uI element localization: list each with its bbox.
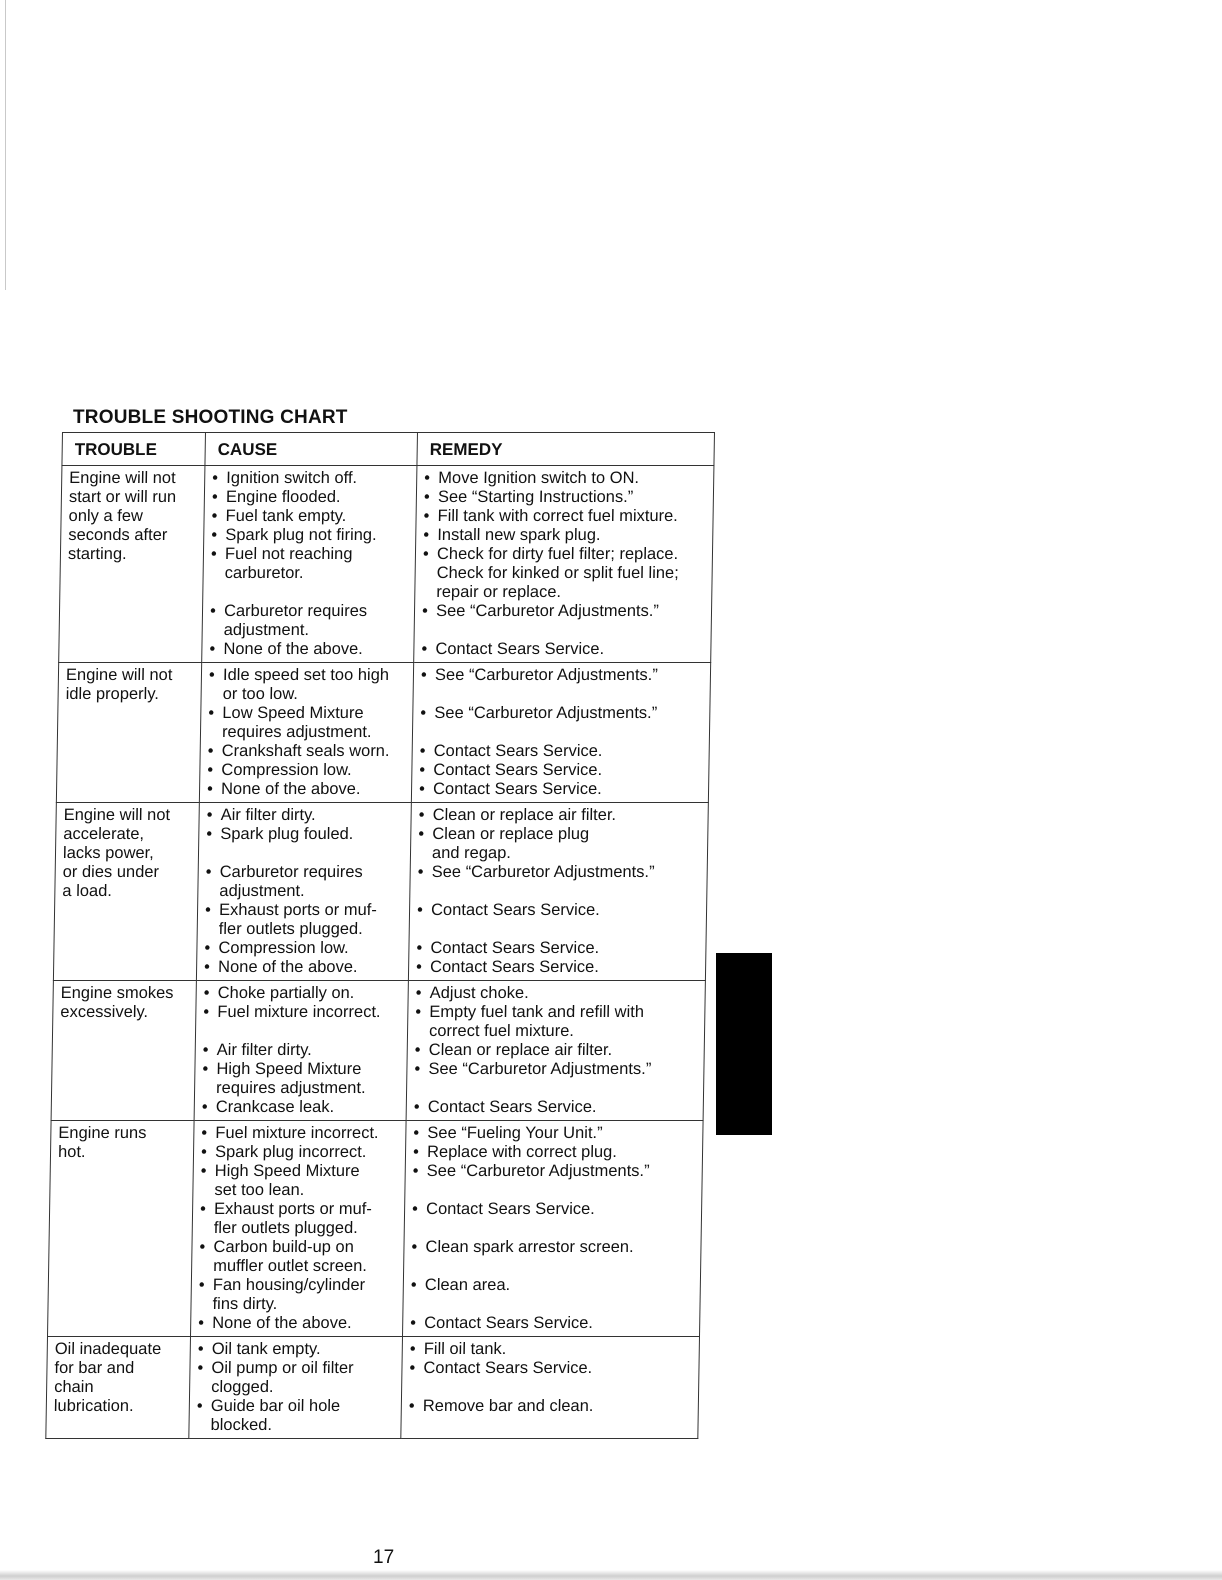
cause-item [202,1060,403,1098]
remedy-text: Replace with correct plug. [426,1143,618,1161]
scan-bottom-edge [0,1570,1222,1580]
remedy-item [414,1098,699,1117]
trouble-text-line: hot. [57,1143,86,1161]
cause-item [205,863,406,901]
bullet-marker: • [202,1060,209,1078]
bullet-marker: • [211,526,218,544]
cause-text: Spark plug incorrect. [214,1143,367,1161]
section-thumb-tab [716,953,772,1135]
bullet-marker: • [411,1200,419,1218]
trouble-cell [48,1121,195,1337]
bullet-marker: • [209,640,216,658]
cause-text: Low Speed Mixture requires adjustment. [221,704,372,741]
bullet-marker: • [197,1359,204,1377]
remedy-item [413,1162,698,1181]
cause-text: Guide bar oil hole blocked. [210,1397,341,1434]
bullet-marker: • [414,1041,421,1059]
bullet-marker: • [200,1162,207,1180]
remedy-item [417,901,702,920]
trouble-cell [46,1337,191,1439]
bullet-marker: • [207,761,214,779]
cause-text: Engine flooded. [225,488,341,506]
remedy-item [416,984,701,1003]
remedy-cell [411,663,710,803]
remedy-cell [414,466,714,663]
remedy-item [416,958,701,977]
remedy-item [424,469,709,488]
bullet-marker: • [211,507,218,525]
scan-margin-line [5,0,6,290]
trouble-text-line: lubrication. [53,1397,134,1415]
cause-column-header: CAUSE [205,433,418,466]
cause-item [204,984,404,1003]
trouble-text-line: chain [54,1378,94,1396]
bullet-marker: • [204,939,211,957]
bullet-marker: • [414,1060,421,1078]
bullet-marker: • [423,507,430,525]
remedy-text: See “Carburetor Adjustments.” [431,863,655,881]
remedy-item [423,507,708,526]
trouble-text-line: a load. [62,882,113,900]
cause-item [196,1397,397,1435]
remedy-item [410,1314,695,1333]
bullet-marker: • [211,488,218,506]
remedy-item [424,488,709,507]
remedy-text: Contact Sears Service. [425,1200,596,1218]
cause-item [200,1200,401,1238]
cause-text: Oil pump or oil filter clogged. [211,1359,354,1396]
cause-item [200,1162,401,1200]
remedy-text: Clean or replace air filter. [428,1041,613,1059]
remedy-item [414,1060,699,1079]
trouble-text-line: starting. [67,545,127,563]
remedy-item [411,1276,696,1295]
cause-item [204,939,404,958]
remedy-text: Clean or replace plug and regap. [431,825,590,862]
remedy-item [410,1340,695,1359]
cause-item [208,704,409,742]
trouble-cell [51,981,196,1121]
bullet-marker: • [206,780,214,798]
bullet-marker: • [202,1041,209,1059]
remedy-text: Fill tank with correct fuel mixture. [437,507,678,525]
bullet-marker: • [198,1314,205,1332]
remedy-text: Clean or replace air filter. [432,806,617,824]
trouble-cell [59,466,205,663]
bullet-marker: • [411,1238,418,1256]
cause-item [209,640,409,659]
cause-item [201,1124,401,1143]
trouble-text-line: Oil inadequate [54,1340,162,1358]
cause-text: Fan housing/cylinder fins dirty. [212,1276,366,1313]
cause-text: None of the above. [220,780,361,798]
remedy-text: Clean area. [424,1276,511,1294]
bullet-marker: • [418,780,426,798]
cause-text: Crankcase leak. [215,1098,335,1116]
bullet-marker: • [421,640,428,658]
bullet-marker: • [208,704,215,722]
trouble-column-header: TROUBLE [62,433,206,466]
bullet-marker: • [408,1397,415,1415]
cause-item [201,1143,401,1162]
bullet-marker: • [415,1003,422,1021]
cause-text: Spark plug fouled. [220,825,354,843]
trouble-text-line: seconds after [68,526,168,544]
trouble-text-line: only a few [68,507,144,525]
remedy-text: See “Carburetor Adjustments.” [435,602,660,620]
cause-cell [191,1121,407,1337]
cause-text: Carbon build-up on muffler outlet screen. [213,1238,368,1275]
bullet-marker: • [420,704,427,722]
table-row [46,1337,700,1439]
bullet-marker: • [410,1276,417,1294]
remedy-item [419,780,704,799]
bullet-marker: • [420,666,427,684]
remedy-item [412,1200,697,1219]
bullet-marker: • [413,1098,420,1116]
cause-text: None of the above. [217,958,358,976]
remedy-item [421,640,706,659]
cause-cell [189,1337,403,1439]
bullet-marker: • [418,825,425,843]
table-header-row [62,433,715,466]
remedy-item [419,761,704,780]
remedy-text: Contact Sears Service. [430,939,600,957]
cause-text: Compression low. [221,761,352,779]
bullet-marker: • [203,1003,210,1021]
bullet-marker: • [209,602,216,620]
cause-text: Fuel mixture incorrect. [217,1003,381,1021]
cause-text: None of the above. [212,1314,352,1332]
bullet-marker: • [419,742,426,760]
cause-text: Spark plug not firing. [225,526,377,544]
table-row [59,466,714,663]
remedy-item [420,704,705,723]
bullet-marker: • [201,1124,208,1142]
remedy-text: Empty fuel tank and refill with correct fuel mixture. [428,1003,645,1040]
cause-item [198,1276,399,1314]
cause-item [203,1041,403,1060]
bullet-marker: • [418,806,425,824]
cause-cell [196,803,411,981]
remedy-text: Remove bar and clean. [422,1397,594,1415]
remedy-text: Adjust choke. [429,984,529,1002]
bullet-marker: • [416,901,424,919]
cause-item [210,602,411,640]
bullet-marker: • [203,958,211,976]
cause-item [197,1359,398,1397]
cause-item [206,806,406,825]
remedy-item [416,939,701,958]
cause-text: Air filter dirty. [216,1041,312,1059]
cause-cell [194,981,408,1121]
cause-item [211,526,411,545]
trouble-text-line: Engine will not [65,666,173,684]
cause-item [211,507,411,526]
table-row [48,1121,704,1337]
bullet-marker: • [199,1200,207,1218]
trouble-text-line: Engine will not [69,469,176,487]
remedy-item [421,666,706,685]
remedy-text: Contact Sears Service. [430,901,600,919]
cause-text: Oil tank empty. [211,1340,321,1358]
bullet-marker: • [415,958,423,976]
remedy-text: See “Carburetor Adjustments.” [428,1060,652,1078]
remedy-item [409,1397,694,1416]
bullet-marker: • [206,806,213,824]
remedy-text: Contact Sears Service. [432,780,602,798]
remedy-text: Fill oil tank. [423,1340,507,1358]
remedy-text: Install new spark plug. [437,526,601,544]
remedy-item [409,1359,694,1378]
cause-text: Carburetor requires adjustment. [219,863,363,900]
cause-item [207,761,407,780]
bullet-marker: • [203,984,210,1002]
cause-item [205,901,406,939]
remedy-text: See “Carburetor Adjustments.” [434,666,658,684]
cause-item [212,469,412,488]
bullet-marker: • [412,1143,419,1161]
cause-item [207,780,407,799]
trouble-text-line: excessively. [60,1003,149,1021]
bullet-marker: • [207,742,214,760]
trouble-cell [53,803,199,981]
bullet-marker: • [424,469,431,487]
bullet-marker: • [208,666,215,684]
cause-text: Air filter dirty. [220,806,316,824]
bullet-marker: • [421,602,428,620]
remedy-item [413,1124,698,1143]
cause-text: Carburetor requires adjustment. [223,602,368,639]
remedy-item [418,806,703,825]
cause-item [198,1314,398,1333]
cause-cell [202,466,417,663]
remedy-text: Contact Sears Service. [429,958,600,976]
trouble-text-line: or dies under [62,863,160,881]
cause-item [208,666,409,704]
bullet-marker: • [206,825,213,843]
cause-item [208,742,408,761]
remedy-text: Contact Sears Service. [427,1098,597,1116]
remedy-text: Clean spark arrestor screen. [425,1238,634,1256]
remedy-item [420,742,705,761]
bullet-marker: • [198,1276,205,1294]
cause-cell [199,663,413,803]
remedy-text: Check for dirty fuel filter; replace. Check for kinked or split fuel line; repair or replace. [436,545,679,601]
remedy-item [422,602,707,621]
remedy-text: See “Starting Instructions.” [437,488,634,506]
remedy-item [411,1238,696,1257]
remedy-text: See “Carburetor Adjustments.” [434,704,658,722]
trouble-text-line: idle properly. [65,685,160,703]
cause-text: Fuel not reaching carburetor. [224,545,353,582]
bullet-marker: • [212,469,219,487]
remedy-cell [408,803,708,981]
trouble-text-line: start or will run [68,488,177,506]
bullet-marker: • [413,1124,420,1142]
cause-item [198,1340,398,1359]
trouble-text-line: accelerate, [63,825,145,843]
table-row [56,663,710,803]
cause-item [210,545,411,583]
remedy-text: Contact Sears Service. [435,640,605,658]
cause-item [204,958,404,977]
bullet-marker: • [419,761,426,779]
page-number: 17 [373,1547,395,1568]
remedy-cell [401,1337,700,1439]
cause-text: Fuel tank empty. [225,507,347,525]
remedy-column-header: REMEDY [417,433,715,466]
trouble-shooting-table [45,432,715,1439]
cause-text: Choke partially on. [217,984,355,1002]
bullet-marker: • [410,1314,417,1332]
table-row [53,803,708,981]
bullet-marker: • [196,1397,203,1415]
bullet-marker: • [422,545,429,563]
remedy-item [422,545,708,602]
trouble-cell [56,663,201,803]
remedy-text: Contact Sears Service. [423,1359,593,1377]
cause-text: Exhaust ports or muf- fler outlets plugged. [218,901,377,938]
cause-text: Fuel mixture incorrect. [215,1124,379,1142]
cause-text: High Speed Mixture set too lean. [214,1162,360,1199]
table-row [51,981,705,1121]
trouble-text-line: Engine smokes [60,984,174,1002]
bullet-marker: • [409,1340,416,1358]
remedy-item [418,863,703,882]
chart-title: TROUBLE SHOOTING CHART [73,407,348,428]
remedy-text: See “Fueling Your Unit.” [427,1124,603,1142]
remedy-text: Move Ignition switch to ON. [438,469,640,487]
cause-item [203,1003,403,1022]
bullet-marker: • [197,1340,204,1358]
cause-item [212,488,412,507]
cause-text: Crankshaft seals worn. [221,742,390,760]
bullet-marker: • [200,1143,207,1161]
remedy-text: Contact Sears Service. [433,761,603,779]
remedy-text: See “Carburetor Adjustments.” [426,1162,650,1180]
bullet-marker: • [423,488,430,506]
cause-text: Idle speed set too high or too low. [222,666,390,703]
bullet-marker: • [415,984,422,1002]
remedy-item [415,1041,700,1060]
bullet-marker: • [205,863,212,881]
cause-item [202,1098,402,1117]
remedy-item [423,526,708,545]
bullet-marker: • [417,863,424,881]
bullet-marker: • [201,1098,208,1116]
trouble-text-line: Engine runs [58,1124,147,1142]
trouble-text-line: Engine will not [63,806,171,824]
cause-item [206,825,406,844]
remedy-cell [403,1121,704,1337]
remedy-item [413,1143,698,1162]
remedy-item [415,1003,701,1041]
trouble-text-line: lacks power, [62,844,154,862]
bullet-marker: • [416,939,423,957]
bullet-marker: • [412,1162,419,1180]
bullet-marker: • [423,526,430,544]
bullet-marker: • [409,1359,416,1377]
cause-text: Exhaust ports or muf- fler outlets plugged. [213,1200,372,1237]
remedy-text: Contact Sears Service. [424,1314,594,1332]
cause-text: Compression low. [218,939,349,957]
remedy-text: Contact Sears Service. [433,742,603,760]
bullet-marker: • [210,545,217,563]
remedy-item [418,825,704,863]
cause-text: None of the above. [223,640,363,658]
bullet-marker: • [204,901,212,919]
remedy-cell [406,981,705,1121]
cause-text: High Speed Mixture requires adjustment. [215,1060,366,1097]
cause-text: Ignition switch off. [226,469,358,487]
trouble-text-line: for bar and [54,1359,135,1377]
bullet-marker: • [199,1238,206,1256]
cause-item [199,1238,400,1276]
